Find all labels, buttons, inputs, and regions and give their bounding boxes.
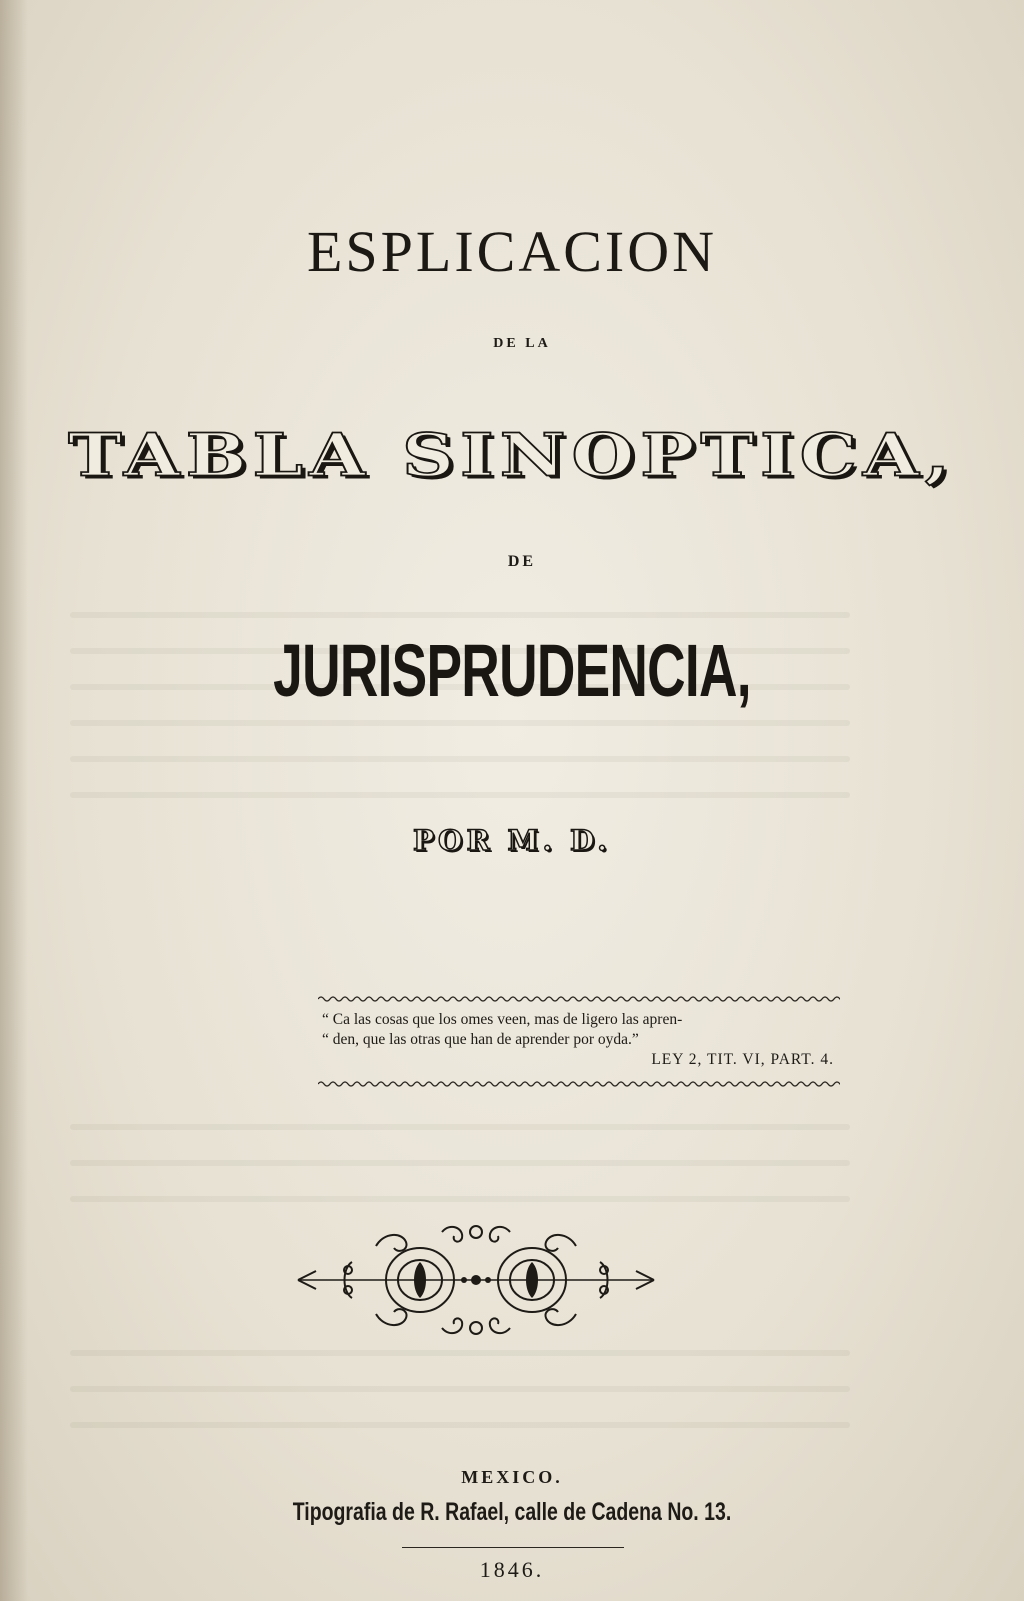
- author-line: POR M. D.: [413, 824, 611, 857]
- show-through-line: [70, 1386, 850, 1392]
- wavy-rule-bottom: [318, 1080, 840, 1088]
- show-through-line: [70, 720, 850, 726]
- title-tabla-sinoptica: TABLA SINOPTICA,: [68, 419, 956, 490]
- title-de: DE: [507, 553, 537, 570]
- show-through-line: [70, 1196, 850, 1202]
- epigraph-line-2: “ den, que las otras que han de aprender por oyda.”: [322, 1031, 639, 1048]
- imprint-year: 1846.: [479, 1557, 545, 1582]
- show-through-line: [70, 792, 850, 798]
- show-through-line: [70, 1160, 850, 1166]
- imprint-rule: [402, 1547, 624, 1548]
- ornament-flourish: [292, 1218, 660, 1342]
- imprint-printer: Tipografia de R. Rafael, calle de Cadena No. 13.: [292, 1498, 732, 1526]
- title-jurisprudencia: JURISPRUDENCIA,: [273, 629, 751, 712]
- epigraph-source: LEY 2, TIT. VI, PART. 4.: [651, 1051, 834, 1068]
- show-through-line: [70, 612, 850, 618]
- wavy-rule-top: [318, 995, 840, 1003]
- show-through-line: [70, 756, 850, 762]
- show-through-line: [70, 1350, 850, 1356]
- show-through-line: [70, 1124, 850, 1130]
- title-esplicacion: ESPLICACION: [306, 219, 718, 284]
- title-de-la: DE LA: [493, 336, 551, 351]
- imprint-city: MEXICO.: [461, 1467, 563, 1487]
- epigraph: [322, 1010, 838, 1070]
- epigraph-line-1: “ Ca las cosas que los omes veen, mas de ligero las apren-: [322, 1011, 683, 1028]
- show-through-line: [70, 1422, 850, 1428]
